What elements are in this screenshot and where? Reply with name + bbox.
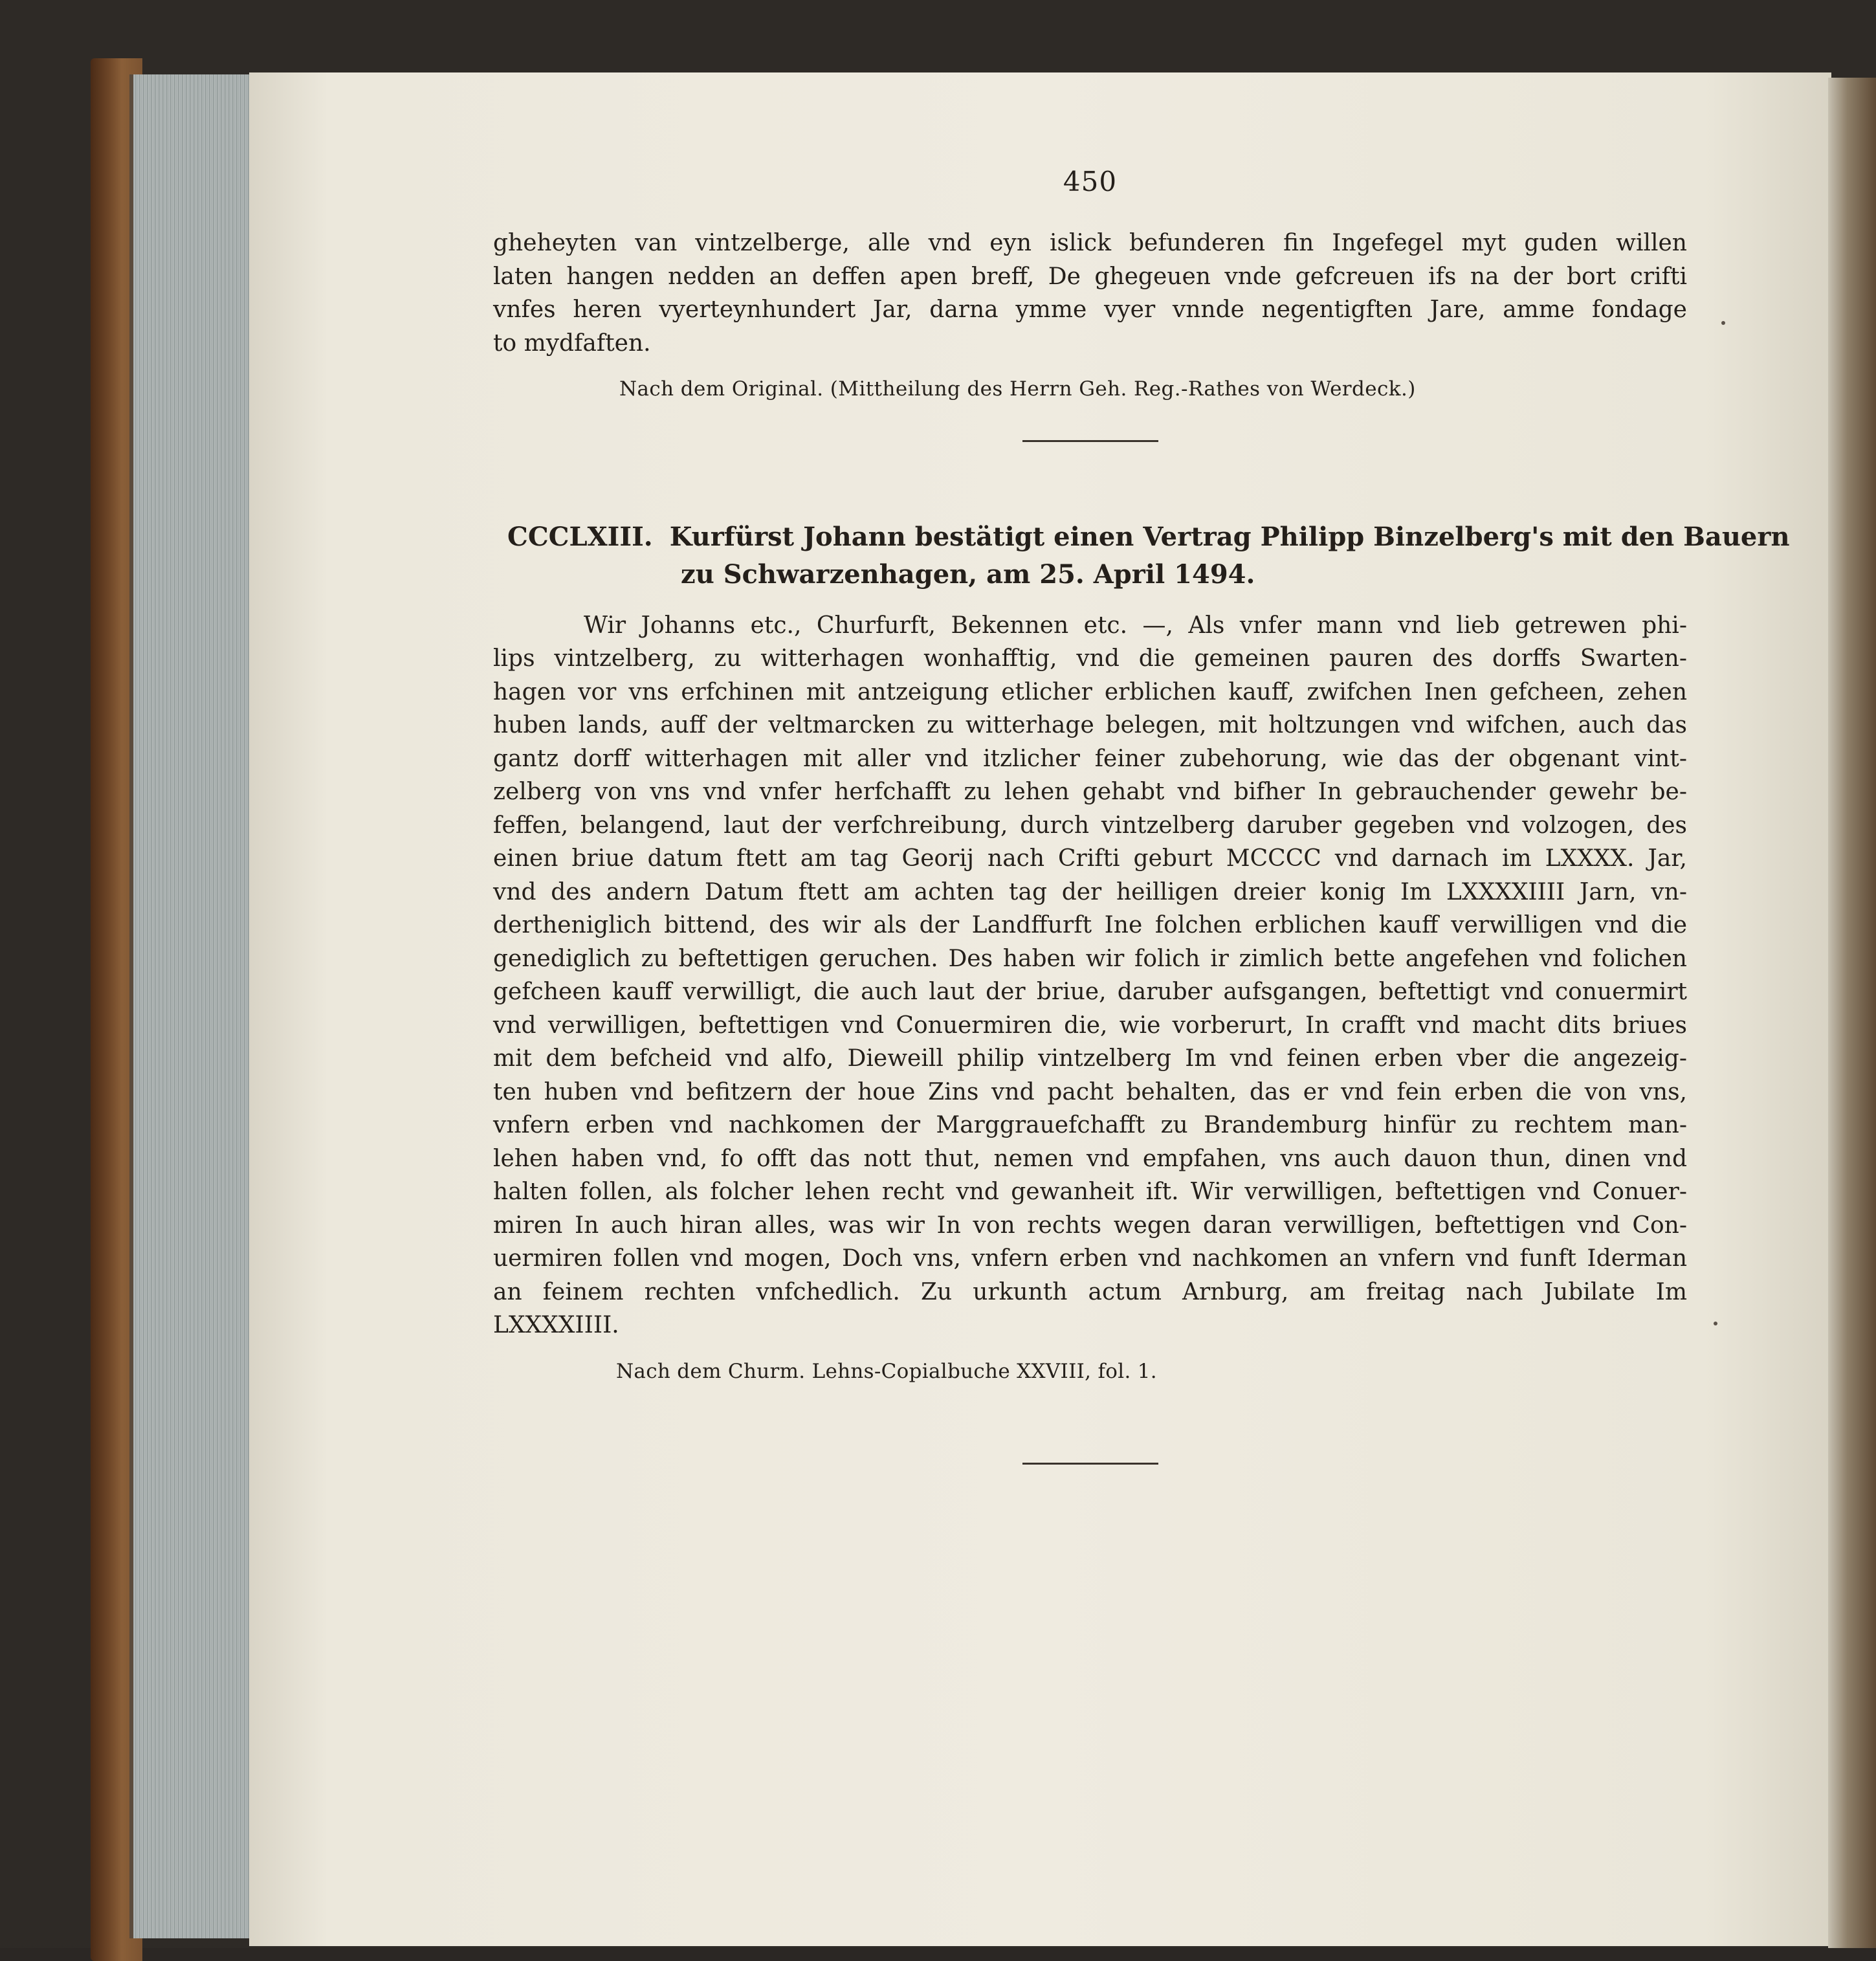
text-line: einen briue datum ftett am tag Georij nach Crifti geburt MCCCC vnd darnach im LXXXX. Jar,: [493, 845, 1687, 872]
section-divider: [1022, 1463, 1158, 1465]
text-line: hagen vor vns erfchinen mit antzeigung etlicher erblichen kauff, zwifchen Inen gefcheen, zehen: [493, 678, 1687, 705]
text-line: an feinem rechten vnfchedlich. Zu urkunth actum Arnburg, am freitag nach Jubilate Im: [493, 1278, 1687, 1305]
source-note: Nach dem Churm. Lehns-Copialbuche XXVIII, fol. 1.: [616, 1359, 1157, 1383]
text-line: mit dem befcheid vnd alfo, Dieweill philip vintzelberg Im vnd feinen erben vber die angezeig-: [493, 1045, 1687, 1072]
document-heading: [493, 518, 1790, 593]
text-line: LXXXXIIII.: [493, 1312, 619, 1338]
text-line: ten huben vnd befitzern der houe Zins vnd pacht behalten, das er vnd fein erben die von vns,: [493, 1078, 1687, 1105]
document-body: [493, 609, 1687, 1342]
page-text: [493, 166, 1790, 1465]
source-note: Nach dem Original. (Mittheilung des Herrn Geh. Reg.-Rathes von Werdeck.): [619, 377, 1416, 401]
section-divider: [1022, 440, 1158, 442]
text-line: to mydfaften.: [493, 329, 651, 357]
text-line: gheheyten van vintzelberge, alle vnd eyn islick befunderen fin Ingefegel myt guden willen: [493, 230, 1687, 256]
text-line: laten hangen nedden an deffen apen breff, De ghegeuen vnde gefcreuen ifs na der bort crifti: [493, 263, 1687, 290]
text-line: feffen, belangend, laut der verfchreibung, durch vintzelberg daruber gegeben vnd volzogen, des: [493, 812, 1687, 839]
print-speck: [1721, 321, 1725, 325]
text-line: Wir Johanns etc., Churfurft, Bekennen etc. —, Als vnfer mann vnd lieb getrewen phi-: [584, 612, 1687, 639]
text-line: gefcheen kauff verwilligt, die auch laut der briue, daruber aufsgangen, beftettigt vnd conuermirt: [493, 979, 1687, 1005]
text-line: vnfes heren vyerteynhundert Jar, darna ymme vyer vnnde negentigften Jare, amme fondage: [493, 296, 1687, 323]
text-line: huben lands, auff der veltmarcken zu witterhage belegen, mit holtzungen vnd wifchen, auch das: [493, 712, 1687, 738]
text-line: vnd verwilligen, beftettigen vnd Conuermiren die, wie vorberurt, In crafft vnd macht dits briues: [493, 1012, 1687, 1039]
page-number: 450: [1063, 166, 1118, 197]
document-title: Kurfürst Johann bestätigt einen Vertrag Philipp Binzelberg's mit den Bauern: [669, 521, 1790, 552]
print-speck: [1714, 1322, 1717, 1325]
text-line: zelberg von vns vnd vnfer herfchafft zu lehen gehabt vnd bifher In gebrauchender gewehr be-: [493, 779, 1687, 805]
text-line: genediglich zu beftettigen geruchen. Des haben wir folich ir zimlich bette angefehen vnd folichen: [493, 945, 1687, 972]
document-number: CCCLXIII.: [507, 521, 653, 552]
document-title-continued: zu Schwarzenhagen, am 25. April 1494.: [681, 559, 1255, 590]
text-line: miren In auch hiran alles, was wir In von rechts wegen daran verwilligen, beftettigen vnd Con-: [493, 1212, 1687, 1239]
text-line: vnfern erben vnd nachkomen der Marggrauefchafft zu Brandemburg hinfür zu rechtem man-: [493, 1112, 1687, 1138]
page-edges: [129, 74, 256, 1938]
text-line: lehen haben vnd, fo offt das nott thut, nemen vnd empfahen, vns auch dauon thun, dinen vnd: [493, 1145, 1687, 1172]
text-line: lips vintzelberg, zu witterhagen wonhafftig, vnd die gemeinen pauren des dorffs Swarten-: [493, 645, 1687, 672]
continuation-paragraph: [493, 227, 1687, 360]
text-line: gantz dorff witterhagen mit aller vnd itzlicher feiner zubehorung, wie das der obgenant vint-: [493, 745, 1687, 772]
text-line: dertheniglich bittend, des wir als der Landffurft Ine folchen erblichen kauff verwilligen vnd die: [493, 912, 1687, 938]
text-line: uermiren follen vnd mogen, Doch vns, vnfern erben vnd nachkomen an vnfern vnd funft Iderman: [493, 1245, 1687, 1272]
text-line: halten follen, als folcher lehen recht vnd gewanheit ift. Wir verwilligen, beftettigen vnd Conuer-: [493, 1179, 1687, 1205]
text-line: vnd des andern Datum ftett am achten tag der heilligen dreier konig Im LXXXXIIII Jarn, vn-: [493, 878, 1687, 905]
book-cover-right: [1828, 78, 1876, 1948]
